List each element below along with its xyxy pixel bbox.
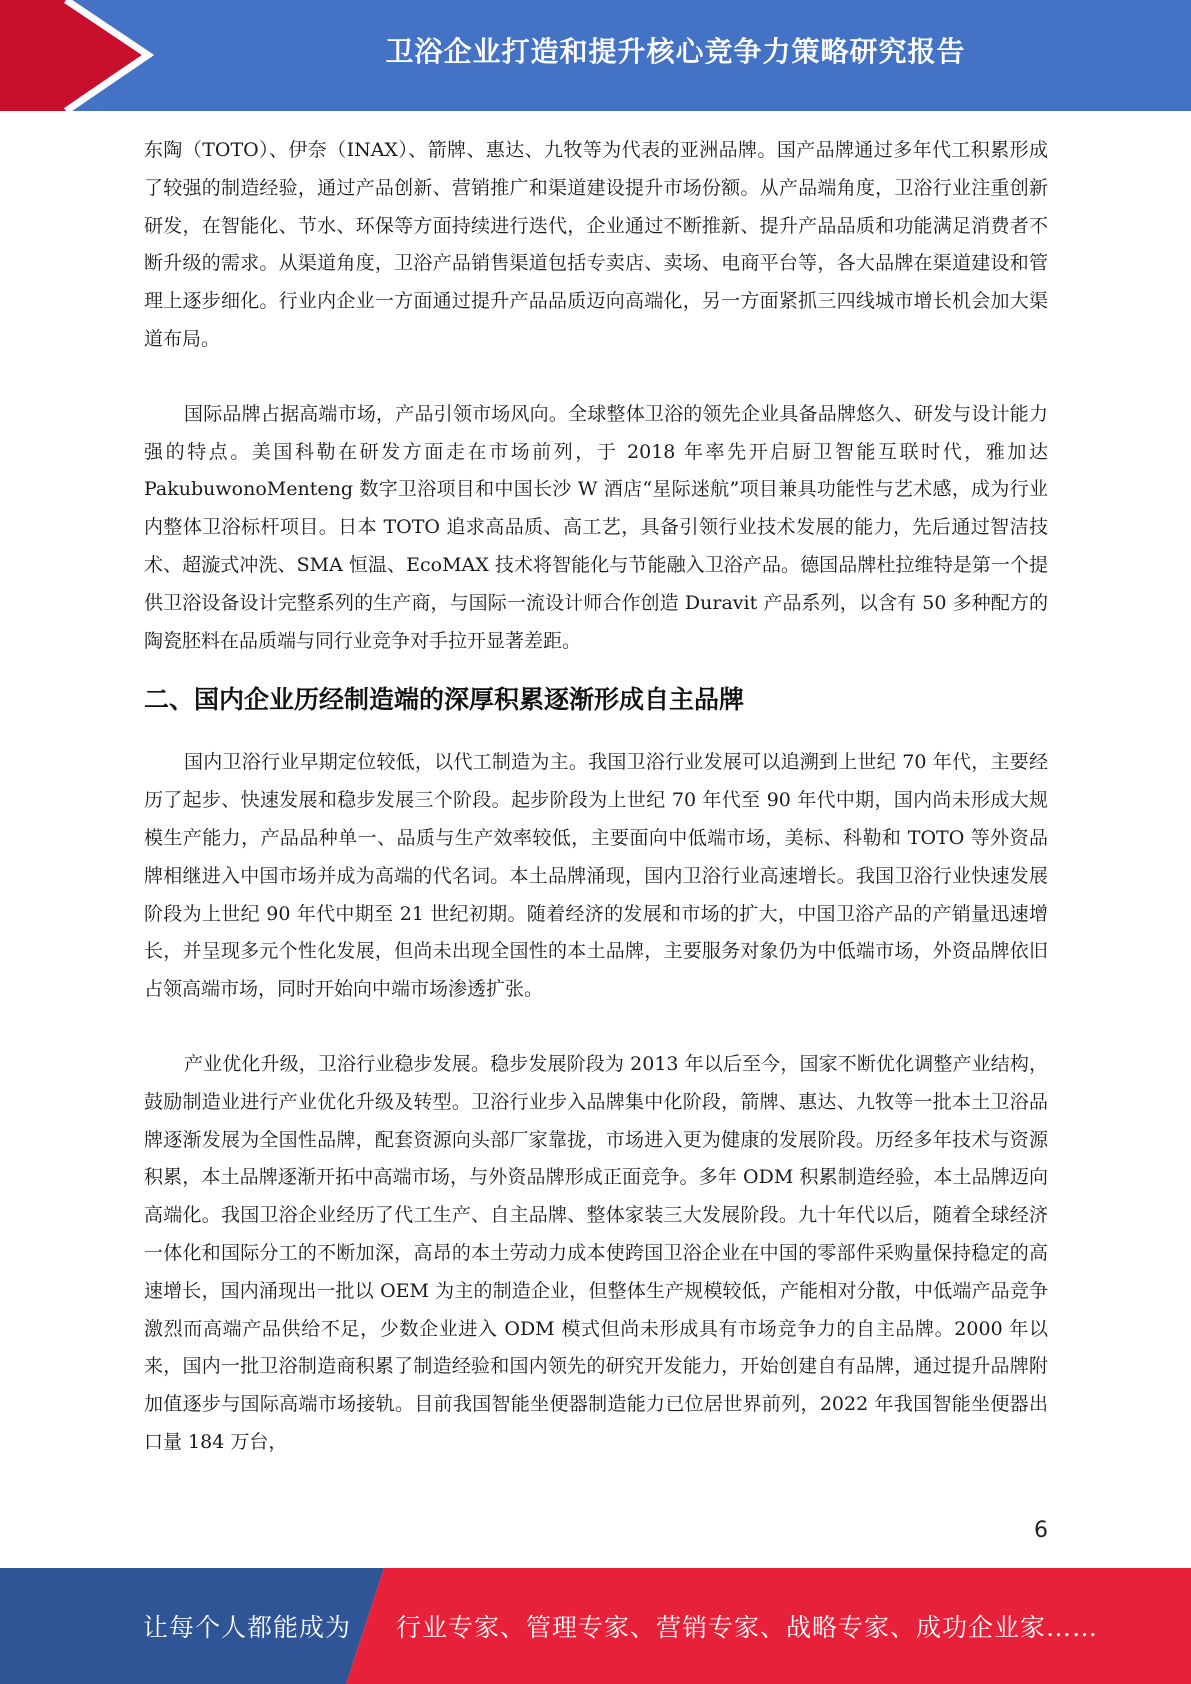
paragraph-1: 东陶（TOTO）、伊奈（INAX）、箭牌、惠达、九牧等为代表的亚洲品牌。国产品牌通过多年代工积累形成了较强的制造经验，通过产品创新、营销推广和渠道建设提升市场份额。从产品端角度，卫浴行业注重创新研发，在智能化、节水、环保等方面持续进行迭代，企业通过不断推新、提升产品品质和功能满足消费者不断升级的需求。从渠道角度，卫浴产品销售渠道包括专卖店、卖场、电商平台等，各大品牌在渠道建设和管理上逐步细化。行业内企业一方面通过提升产品品质迈向高端化，另一方面紧抓三四线城市增长机会加大渠道布局。 (144, 139, 1048, 350)
page-footer (0, 1568, 1191, 1684)
section-heading: 二、国内企业历经制造端的深厚积累逐渐形成自主品牌 (144, 685, 745, 715)
report-title: 卫浴企业打造和提升核心竞争力策略研究报告 (385, 35, 966, 68)
footer-slogan-left: 让每个人都能成为 (143, 1613, 352, 1642)
paragraph-2: 国际品牌占据高端市场，产品引领市场风向。全球整体卫浴的领先企业具备品牌悠久、研发与设计能力强的特点。美国科勒在研发方面走在市场前列，于 2018 年率先开启厨卫智能互联时代，雅加达 PakubuwonoMenteng 数字卫浴项目和中国长沙 W 酒店“星际迷航”项目兼具功能性与艺术感，成为行业内整体卫浴标杆项目。日本 TOTO 追求高品质、高工艺，具备引领行业技术发展的能力，先后通过智洁技术、超漩式冲洗、SMA 恒温、EcoMAX 技术将智能化与节能融入卫浴产品。德国品牌杜拉维特是第一个提供卫浴设备设计完整系列的生产商，与国际一流设计师合作创造 Duravit 产品系列，以含有 50 多种配方的陶瓷胚料在品质端与同行业竞争对手拉开显著差距。 (144, 402, 1048, 652)
page-header (0, 0, 1191, 111)
paragraph-4: 产业优化升级，卫浴行业稳步发展。稳步发展阶段为 2013 年以后至今，国家不断优化调整产业结构，鼓励制造业进行产业优化升级及转型。卫浴行业步入品牌集中化阶段，箭牌、惠达、九牧等一批本土卫浴品牌逐渐发展为全国性品牌，配套资源向头部厂家靠拢，市场进入更为健康的发展阶段。历经多年技术与资源积累，本土品牌逐渐开拓中高端市场，与外资品牌形成正面竞争。多年 ODM 积累制造经验，本土品牌迈向高端化。我国卫浴企业经历了代工生产、自主品牌、整体家装三大发展阶段。九十年代以后，随着全球经济一体化和国际分工的不断加深，高昂的本土劳动力成本使跨国卫浴企业在中国的零部件采购量保持稳定的高速增长，国内涌现出一批以 OEM 为主的制造企业，但整体生产规模较低，产能相对分散，中低端产品竞争激烈而高端产品供给不足，少数企业进入 ODM 模式但尚未形成具有市场竞争力的自主品牌。2000 年以来，国内一批卫浴制造商积累了制造经验和国内领先的研究开发能力，开始创建自有品牌，通过提升品牌附加值逐步与国际高端市场接轨。目前我国智能坐便器制造能力已位居世界前列，2022 年我国智能坐便器出口量 184 万台， (144, 1052, 1048, 1453)
document-body (144, 132, 1048, 1462)
page-number: 6 (1034, 1518, 1048, 1543)
paragraph-3: 国内卫浴行业早期定位较低，以代工制造为主。我国卫浴行业发展可以追溯到上世纪 70 年代，主要经历了起步、快速发展和稳步发展三个阶段。起步阶段为上世纪 70 年代至 90 年代中期，国内尚未形成大规模生产能力，产品品种单一、品质与生产效率较低，主要面向中低端市场，美标、科勒和 TOTO 等外资品牌相继进入中国市场并成为高端的代名词。本土品牌涌现，国内卫浴行业高速增长。我国卫浴行业快速发展阶段为上世纪 90 年代中期至 21 世纪初期。随着经济的发展和市场的扩大，中国卫浴产品的产销量迅速增长，并呈现多元个性化发展，但尚未出现全国性的本土品牌，主要服务对象仍为中低端市场，外资品牌依旧占领高端市场，同时开始向中端市场渗透扩张。 (144, 751, 1048, 1001)
footer-slogan-right: 行业专家、管理专家、营销专家、战略专家、成功企业家…… (396, 1613, 1099, 1642)
